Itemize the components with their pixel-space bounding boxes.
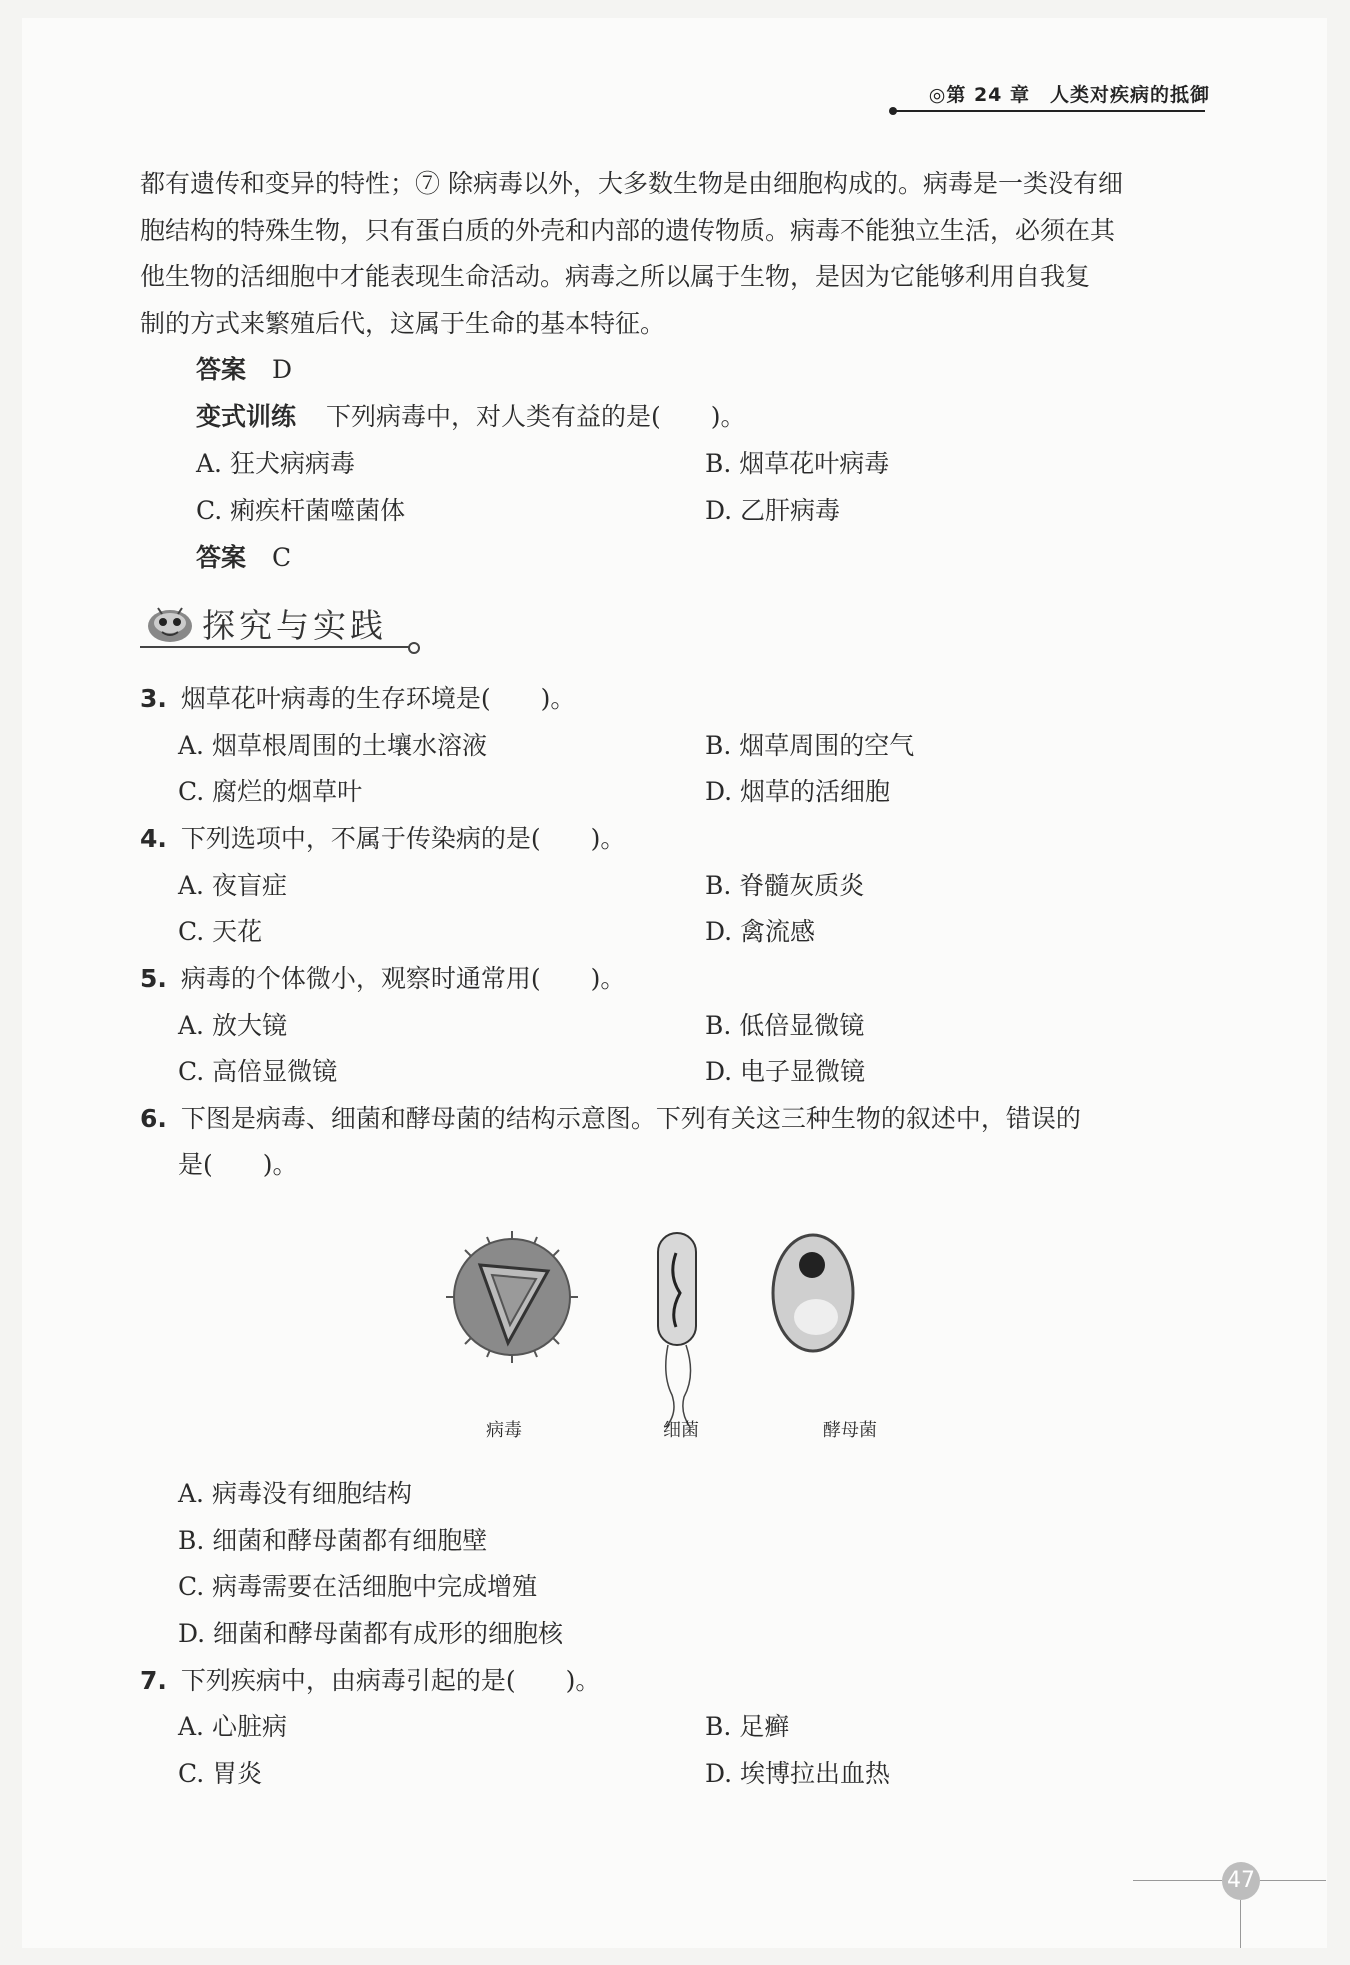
variant-option-b: B. 烟草花叶病毒: [705, 449, 890, 478]
page-number-rule-left: [1133, 1880, 1222, 1881]
q5-option-d: D. 电子显微镜: [705, 1057, 866, 1086]
header-rule: [893, 110, 1205, 112]
q5-option-a: A. 放大镜: [178, 1011, 287, 1040]
question-5: [140, 959, 625, 995]
question-text: 下图是病毒、细菌和酵母菌的结构示意图。下列有关这三种生物的叙述中，错误的: [180, 1104, 1081, 1133]
question-number: 3.: [140, 684, 167, 713]
question-6-continued: 是( )。: [178, 1150, 298, 1179]
question-number: 6.: [140, 1104, 167, 1133]
yeast-illustration: [773, 1235, 853, 1351]
variant-option-a: A. 狂犬病病毒: [196, 449, 355, 478]
q7-option-a: A. 心脏病: [178, 1712, 287, 1741]
variant-question: [196, 397, 745, 433]
answer-value: C: [271, 543, 292, 572]
q6-option-b: B. 细菌和酵母菌都有细胞壁: [178, 1526, 488, 1555]
q6-option-a: A. 病毒没有细胞结构: [178, 1479, 412, 1508]
microbe-figure: [440, 1215, 900, 1445]
section-dot: [408, 642, 420, 654]
intro-line-4: 制的方式来繁殖后代，这属于生命的基本特征。: [140, 309, 666, 338]
q6-option-c: C. 病毒需要在活细胞中完成增殖: [178, 1572, 538, 1601]
q7-option-b: B. 足癣: [705, 1712, 790, 1741]
intro-line-2: 胞结构的特殊生物，只有蛋白质的外壳和内部的遗传物质。病毒不能独立生活，必须在其: [140, 216, 1116, 245]
question-number: 5.: [140, 964, 167, 993]
question-text: 下列选项中，不属于传染病的是( )。: [180, 824, 626, 853]
q7-option-c: C. 胃炎: [178, 1759, 263, 1788]
question-6: [140, 1099, 1081, 1135]
q5-option-b: B. 低倍显微镜: [705, 1011, 865, 1040]
intro-line-3: 他生物的活细胞中才能表现生命活动。病毒之所以属于生物，是因为它能够利用自我复: [140, 262, 1091, 291]
section-heading: [140, 598, 420, 648]
question-text: 病毒的个体微小，观察时通常用( )。: [180, 964, 626, 993]
page-number: 47: [1222, 1862, 1260, 1900]
figure-label-virus: 病毒: [486, 1420, 522, 1441]
q4-option-a: A. 夜盲症: [178, 871, 287, 900]
answer-value: D: [271, 355, 293, 384]
q4-option-d: D. 禽流感: [705, 917, 816, 946]
variant-option-d: D. 乙肝病毒: [705, 496, 841, 525]
chapter-header: ◎第 24 章 人类对疾病的抵御: [928, 84, 1210, 106]
q3-option-c: C. 腐烂的烟草叶: [178, 777, 363, 806]
mascot-icon: [140, 598, 198, 648]
figure-label-yeast: 酵母菌: [823, 1420, 877, 1441]
q7-option-d: D. 埃博拉出血热: [705, 1759, 891, 1788]
question-7: [140, 1661, 600, 1697]
q3-option-a: A. 烟草根周围的土壤水溶液: [178, 731, 487, 760]
answer-label: 答案: [196, 543, 247, 572]
q4-option-b: B. 脊髓灰质炎: [705, 871, 865, 900]
answer-2: [196, 538, 291, 574]
q6-option-d: D. 细菌和酵母菌都有成形的细胞核: [178, 1619, 564, 1648]
section-title: 探究与实践: [202, 606, 387, 645]
question-number: 4.: [140, 824, 167, 853]
variant-text: 下列病毒中，对人类有益的是( )。: [325, 402, 746, 431]
q4-option-c: C. 天花: [178, 917, 263, 946]
variant-label: 变式训练: [196, 402, 297, 431]
question-text: 烟草花叶病毒的生存环境是( )。: [180, 684, 576, 713]
question-4: [140, 819, 625, 855]
virus-illustration: [446, 1231, 578, 1363]
question-text: 下列疾病中，由病毒引起的是( )。: [180, 1666, 601, 1695]
answer-label: 答案: [196, 355, 247, 384]
q3-option-d: D. 烟草的活细胞: [705, 777, 891, 806]
section-rule: [140, 646, 410, 648]
question-number: 7.: [140, 1666, 167, 1695]
bacterium-illustration: [658, 1233, 696, 1427]
variant-option-c: C. 痢疾杆菌噬菌体: [196, 496, 406, 525]
q5-option-c: C. 高倍显微镜: [178, 1057, 338, 1086]
page-number-rule-right: [1260, 1880, 1326, 1881]
page-number-rule-vertical: [1240, 1900, 1241, 1948]
q3-option-b: B. 烟草周围的空气: [705, 731, 915, 760]
intro-line-1: 都有遗传和变异的特性；⑦ 除病毒以外，大多数生物是由细胞构成的。病毒是一类没有细: [140, 169, 1123, 198]
figure-label-bacterium: 细菌: [663, 1420, 699, 1441]
question-3: [140, 679, 575, 715]
answer-1: [196, 350, 292, 386]
